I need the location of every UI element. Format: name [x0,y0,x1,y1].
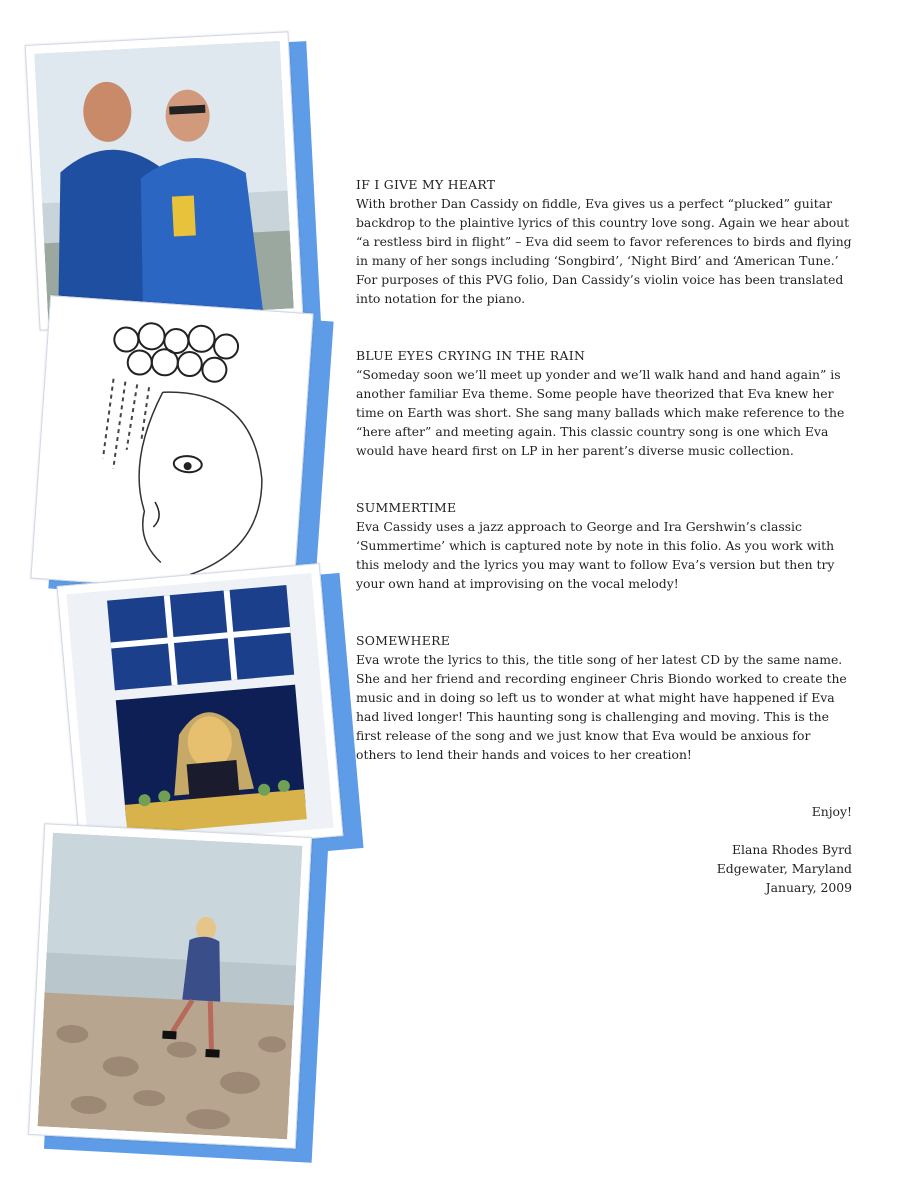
signature-date: January, 2009 [765,880,852,895]
section-body: Eva wrote the lyrics to this, the title song of her latest CD by the same name. She and her friend and recording engineer Chris Biondo worked to create the music and in doing so left us to wonder at what might have happened if Eva had lived longer! This haunting song is challenging and moving. This is the first release of the song and we just know that Eva would be anxious for others to lend their hands and voices to her creation! [356,652,847,762]
section-title: SOMEWHERE [356,633,451,648]
section-body: With brother Dan Cassidy on fiddle, Eva gives us a perfect “plucked” guitar backdrop to the plaintive lyrics of this country love song. Again we hear about “a restless bird in flight” – Eva did seem to favor references to birds and flying in many of her songs including ‘Songbird’, ‘Night Bird’ and ‘American Tune.’ For purposes of this PVG folio, Dan Cassidy’s violin voice has been translated into notation for the piano. [356,196,852,306]
section-body: “Someday soon we’ll meet up yonder and we’ll walk hand and hand again” is another familiar Eva theme. Some people have theorized that Eva knew her time on Earth was short. She sang many ballads which make reference to the “here after” and meeting again. This classic country song is one which Eva would have heard first on LP in her parent’s diverse music collection. [356,367,845,458]
section-title: BLUE EYES CRYING IN THE RAIN [356,348,586,363]
photo-window [60,570,356,860]
song-section-blue-eyes-crying [356,346,852,460]
photo-beach [34,828,324,1158]
section-title: IF I GIVE MY HEART [356,177,496,192]
photo-collage [0,0,360,1192]
section-body: Eva Cassidy uses a jazz approach to George and Ira Gershwin’s classic ‘Summertime’ which is captured note by note in this folio. As you work with this melody and the lyrics you may want to follow Eva’s version but then try your own hand at improvising on the vocal melody! [356,519,835,591]
song-section-summertime [356,498,852,593]
photo-sketch [36,300,326,600]
song-section-somewhere [356,631,852,764]
text-column [356,175,852,897]
author-location: Edgewater, Maryland [716,861,852,876]
author-name: Elana Rhodes Byrd [732,842,852,857]
photo-siblings [32,38,312,338]
song-section-if-i-give-my-heart [356,175,852,308]
enjoy-text: Enjoy! [811,804,852,819]
section-title: SUMMERTIME [356,500,457,515]
closing-signature [356,802,852,897]
